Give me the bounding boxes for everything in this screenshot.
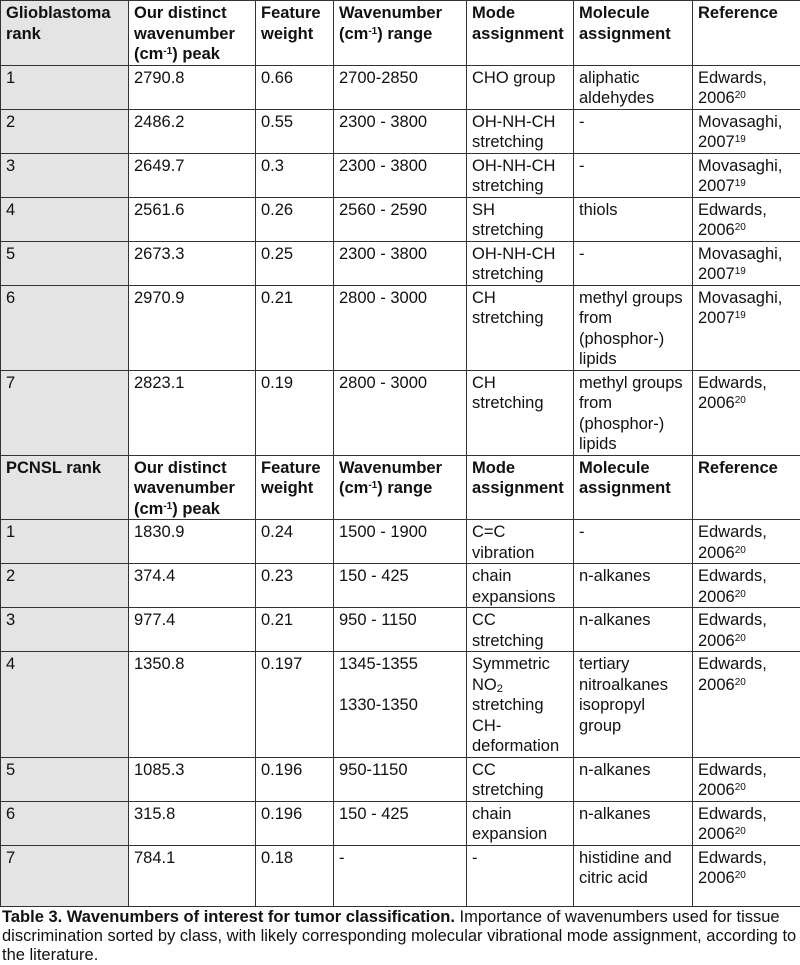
rank-cell	[1, 197, 129, 241]
peak-cell	[129, 241, 256, 285]
range-cell	[334, 608, 467, 652]
range-cell	[334, 65, 467, 109]
unit: (cm	[339, 479, 368, 497]
ref-sup: 20	[735, 545, 746, 556]
peak-cell	[129, 370, 256, 455]
header-rank-label: Glioblastoma rank	[6, 4, 111, 43]
mode-cell	[467, 197, 574, 241]
peak-value: 374.4	[134, 567, 175, 585]
ref-sup: 20	[735, 633, 746, 644]
mode-value: chain expansions	[472, 567, 555, 606]
reference-cell	[693, 197, 800, 241]
ref-sup: 20	[735, 870, 746, 881]
molecule-cell	[574, 109, 693, 153]
weight-cell	[256, 801, 334, 845]
rank-value: 3	[6, 611, 15, 629]
rank-value: 3	[6, 157, 15, 175]
rank-value: 4	[6, 655, 15, 673]
weight-value: 0.19	[261, 374, 293, 392]
mode-cell	[467, 520, 574, 564]
mode-value: Symmetric NO	[472, 655, 550, 694]
header-mode	[467, 1, 574, 66]
ref-year: 2006	[698, 676, 735, 694]
caption-title: Table 3. Wavenumbers of interest for tumor classification.	[2, 908, 455, 926]
range-value: 2300 - 3800	[339, 157, 427, 175]
peak-value: 315.8	[134, 805, 175, 823]
reference-cell	[693, 285, 800, 370]
unit-tail: ) range	[377, 25, 432, 43]
mode-cell	[467, 241, 574, 285]
mode-value: CH stretching	[472, 289, 544, 328]
unit: (cm	[339, 25, 368, 43]
peak-value: 1085.3	[134, 761, 184, 779]
molecule-value: tertiary nitroalkanes isopropyl group	[579, 655, 668, 735]
peak-cell	[129, 520, 256, 564]
header-mode-label: Mode assignment	[472, 4, 564, 43]
ref-author: Movasaghi,	[698, 113, 782, 131]
range-value: 2800 - 3000	[339, 374, 427, 392]
molecule-value: n-alkanes	[579, 805, 651, 823]
range-value: 2800 - 3000	[339, 289, 427, 307]
molecule-cell	[574, 652, 693, 758]
range-value: 2300 - 3800	[339, 245, 427, 263]
unit-sup: -1	[368, 480, 377, 491]
table-row	[1, 845, 800, 906]
ref-sup: 20	[735, 826, 746, 837]
rank-value: 2	[6, 113, 15, 131]
range-cell	[334, 564, 467, 608]
mode-value: OH-NH-CH stretching	[472, 245, 555, 284]
range-cell	[334, 241, 467, 285]
peak-value: 1350.8	[134, 655, 184, 673]
ref-author: Movasaghi,	[698, 157, 782, 175]
rank-value: 7	[6, 849, 15, 867]
rank-value: 4	[6, 201, 15, 219]
range-cell	[334, 845, 467, 906]
ref-sup: 20	[735, 90, 746, 101]
table-row	[1, 564, 800, 608]
table-row	[1, 285, 800, 370]
reference-cell	[693, 153, 800, 197]
table-row	[1, 241, 800, 285]
molecule-value: n-alkanes	[579, 761, 651, 779]
header-weight-label: Feature weight	[261, 4, 321, 43]
mode-cell	[467, 845, 574, 906]
ref-sup: 19	[735, 134, 746, 145]
peak-cell	[129, 197, 256, 241]
ref-sup: 20	[735, 782, 746, 793]
mode-value: SH stretching	[472, 201, 544, 240]
reference-cell	[693, 564, 800, 608]
range-value: 950-1150	[339, 761, 408, 779]
mode-cell	[467, 757, 574, 801]
ref-author: Edwards,	[698, 567, 767, 585]
mode-value: -	[472, 849, 478, 867]
rank-cell	[1, 845, 129, 906]
rank-cell	[1, 153, 129, 197]
weight-cell	[256, 564, 334, 608]
mode-value: CH stretching	[472, 374, 544, 413]
ref-year: 2006	[698, 588, 735, 606]
weight-cell	[256, 197, 334, 241]
range-cell	[334, 109, 467, 153]
mode-value: CC stretching	[472, 761, 544, 800]
table-row	[1, 65, 800, 109]
weight-value: 0.196	[261, 805, 302, 823]
molecule-cell	[574, 757, 693, 801]
unit-sup: -1	[163, 46, 172, 57]
ref-author: Edwards,	[698, 69, 767, 87]
rank-value: 6	[6, 805, 15, 823]
header-mode	[467, 455, 574, 520]
header-reference-label: Reference	[698, 4, 778, 22]
header-reference-label: Reference	[698, 459, 778, 477]
peak-cell	[129, 845, 256, 906]
molecule-value: thiols	[579, 201, 618, 219]
ref-year: 2007	[698, 177, 735, 195]
weight-cell	[256, 241, 334, 285]
ref-author: Edwards,	[698, 655, 767, 673]
weight-cell	[256, 652, 334, 758]
weight-cell	[256, 65, 334, 109]
unit: (cm	[134, 500, 163, 518]
molecule-cell	[574, 197, 693, 241]
table-row	[1, 153, 800, 197]
unit-sup: -1	[163, 501, 172, 512]
mode-tail: stretching CH-deformation	[472, 696, 559, 755]
weight-cell	[256, 370, 334, 455]
molecule-cell	[574, 241, 693, 285]
range-value: 150 - 425	[339, 805, 409, 823]
molecule-value: -	[579, 113, 585, 131]
ref-author: Edwards,	[698, 805, 767, 823]
rank-value: 6	[6, 289, 15, 307]
table-row	[1, 520, 800, 564]
peak-value: 2486.2	[134, 113, 184, 131]
rank-cell	[1, 241, 129, 285]
header-range-label: Wavenumber	[339, 4, 442, 22]
table-row	[1, 608, 800, 652]
header-row	[1, 1, 800, 66]
peak-cell	[129, 65, 256, 109]
weight-cell	[256, 520, 334, 564]
mode-value: CHO group	[472, 69, 555, 87]
molecule-cell	[574, 608, 693, 652]
mode-cell	[467, 564, 574, 608]
molecule-value: methyl groups from (phosphor-) lipids	[579, 374, 683, 454]
rank-cell	[1, 652, 129, 758]
peak-value: 1830.9	[134, 523, 184, 541]
range-cell	[334, 370, 467, 455]
reference-cell	[693, 241, 800, 285]
ref-year: 2007	[698, 133, 735, 151]
header-rank	[1, 455, 129, 520]
peak-value: 977.4	[134, 611, 175, 629]
weight-cell	[256, 285, 334, 370]
table-row	[1, 652, 800, 758]
peak-cell	[129, 757, 256, 801]
weight-cell	[256, 153, 334, 197]
mode-value: C=C vibration	[472, 523, 534, 562]
ref-author: Edwards,	[698, 611, 767, 629]
table-caption	[0, 907, 800, 965]
peak-value: 784.1	[134, 849, 175, 867]
range-value: 2560 - 2590	[339, 201, 427, 219]
rank-cell	[1, 65, 129, 109]
rank-cell	[1, 109, 129, 153]
header-weight	[256, 455, 334, 520]
weight-cell	[256, 757, 334, 801]
reference-cell	[693, 652, 800, 758]
rank-value: 2	[6, 567, 15, 585]
ref-year: 2006	[698, 394, 735, 412]
header-molecule-label: Molecule assignment	[579, 459, 671, 498]
header-peak-label: Our distinct wavenumber	[134, 459, 235, 498]
mode-cell	[467, 652, 574, 758]
peak-cell	[129, 801, 256, 845]
ref-sup: 19	[735, 310, 746, 321]
reference-cell	[693, 801, 800, 845]
range-value: 2300 - 3800	[339, 113, 427, 131]
table-row	[1, 197, 800, 241]
molecule-cell	[574, 801, 693, 845]
mode-cell	[467, 65, 574, 109]
rank-cell	[1, 520, 129, 564]
rank-cell	[1, 285, 129, 370]
reference-cell	[693, 757, 800, 801]
weight-cell	[256, 608, 334, 652]
header-weight	[256, 1, 334, 66]
ref-sup: 20	[735, 589, 746, 600]
molecule-value: n-alkanes	[579, 611, 651, 629]
ref-author: Edwards,	[698, 849, 767, 867]
reference-cell	[693, 520, 800, 564]
header-molecule	[574, 455, 693, 520]
weight-value: 0.3	[261, 157, 284, 175]
mode-cell	[467, 608, 574, 652]
weight-value: 0.24	[261, 523, 293, 541]
molecule-value: aliphatic aldehydes	[579, 69, 654, 108]
rank-value: 5	[6, 761, 15, 779]
ref-sup: 20	[735, 677, 746, 688]
molecule-cell	[574, 370, 693, 455]
range-cell	[334, 757, 467, 801]
header-peak	[129, 1, 256, 66]
range-cell	[334, 197, 467, 241]
unit-sup: -1	[368, 26, 377, 37]
mode-cell	[467, 109, 574, 153]
header-range-label: Wavenumber	[339, 459, 442, 477]
rank-value: 1	[6, 69, 15, 87]
table-row	[1, 109, 800, 153]
weight-value: 0.196	[261, 761, 302, 779]
molecule-cell	[574, 520, 693, 564]
range-cell	[334, 652, 467, 758]
ref-author: Movasaghi,	[698, 245, 782, 263]
range-value: 150 - 425	[339, 567, 409, 585]
header-rank-label: PCNSL rank	[6, 459, 101, 477]
peak-cell	[129, 652, 256, 758]
molecule-cell	[574, 153, 693, 197]
molecule-cell	[574, 285, 693, 370]
molecule-cell	[574, 65, 693, 109]
rank-cell	[1, 564, 129, 608]
peak-value: 2823.1	[134, 374, 184, 392]
rank-cell	[1, 370, 129, 455]
molecule-value: n-alkanes	[579, 567, 651, 585]
ref-year: 2006	[698, 781, 735, 799]
rank-cell	[1, 757, 129, 801]
rank-cell	[1, 608, 129, 652]
range-value: 950 - 1150	[339, 611, 417, 629]
reference-cell	[693, 109, 800, 153]
mode-cell	[467, 285, 574, 370]
unit: (cm	[134, 45, 163, 63]
weight-value: 0.25	[261, 245, 293, 263]
ref-year: 2006	[698, 632, 735, 650]
ref-sup: 19	[735, 266, 746, 277]
molecule-cell	[574, 845, 693, 906]
header-range	[334, 455, 467, 520]
ref-year: 2006	[698, 825, 735, 843]
range-cell	[334, 285, 467, 370]
range-value: 1500 - 1900	[339, 523, 427, 541]
peak-value: 2970.9	[134, 289, 184, 307]
rank-value: 5	[6, 245, 15, 263]
header-reference	[693, 1, 800, 66]
rank-value: 7	[6, 374, 15, 392]
mode-value: OH-NH-CH stretching	[472, 113, 555, 152]
peak-value: 2673.3	[134, 245, 184, 263]
weight-value: 0.197	[261, 655, 302, 673]
mode-value: OH-NH-CH stretching	[472, 157, 555, 196]
header-range	[334, 1, 467, 66]
molecule-value: -	[579, 157, 585, 175]
weight-value: 0.18	[261, 849, 293, 867]
ref-sup: 19	[735, 178, 746, 189]
weight-value: 0.21	[261, 289, 293, 307]
weight-value: 0.23	[261, 567, 293, 585]
ref-author: Edwards,	[698, 201, 767, 219]
reference-cell	[693, 370, 800, 455]
header-molecule-label: Molecule assignment	[579, 4, 671, 43]
molecule-value: -	[579, 245, 585, 263]
molecule-value: histidine and citric acid	[579, 849, 672, 888]
peak-value: 2561.6	[134, 201, 184, 219]
weight-value: 0.21	[261, 611, 293, 629]
ref-year: 2006	[698, 221, 735, 239]
unit-tail: ) peak	[172, 500, 220, 518]
ref-author: Edwards,	[698, 523, 767, 541]
ref-year: 2006	[698, 89, 735, 107]
ref-year: 2006	[698, 869, 735, 887]
ref-sup: 20	[735, 222, 746, 233]
header-weight-label: Feature weight	[261, 459, 321, 498]
range-value: -	[339, 849, 345, 867]
range-cell	[334, 801, 467, 845]
reference-cell	[693, 845, 800, 906]
ref-year: 2007	[698, 265, 735, 283]
reference-cell	[693, 65, 800, 109]
ref-author: Edwards,	[698, 761, 767, 779]
weight-value: 0.55	[261, 113, 293, 131]
mode-value: CC stretching	[472, 611, 544, 650]
weight-cell	[256, 109, 334, 153]
header-peak	[129, 455, 256, 520]
ref-author: Movasaghi,	[698, 289, 782, 307]
molecule-cell	[574, 564, 693, 608]
header-reference	[693, 455, 800, 520]
ref-year: 2006	[698, 544, 735, 562]
ref-sup: 20	[735, 395, 746, 406]
mode-value: chain expansion	[472, 805, 547, 844]
rank-cell	[1, 801, 129, 845]
header-molecule	[574, 1, 693, 66]
mode-sub: 2	[497, 683, 503, 695]
weight-value: 0.66	[261, 69, 293, 87]
range-value: 2700-2850	[339, 69, 418, 87]
header-row	[1, 455, 800, 520]
peak-cell	[129, 153, 256, 197]
mode-cell	[467, 801, 574, 845]
molecule-value: methyl groups from (phosphor-) lipids	[579, 289, 683, 369]
header-peak-label: Our distinct wavenumber	[134, 4, 235, 43]
unit-tail: ) peak	[172, 45, 220, 63]
mode-cell	[467, 153, 574, 197]
range-cell	[334, 520, 467, 564]
peak-value: 2649.7	[134, 157, 184, 175]
peak-cell	[129, 285, 256, 370]
caption-text: Importance of wavenumbers used for tissue discrimination sorted by class, with likely corresponding molecular vibrational mode assignment, according to the literature.	[2, 908, 796, 964]
range-value: 1345-1355	[339, 655, 418, 673]
peak-cell	[129, 564, 256, 608]
header-mode-label: Mode assignment	[472, 459, 564, 498]
ref-year: 2007	[698, 309, 735, 327]
header-rank	[1, 1, 129, 66]
ref-author: Edwards,	[698, 374, 767, 392]
table-row	[1, 370, 800, 455]
range-value-2: 1330-1350	[339, 696, 418, 714]
range-cell	[334, 153, 467, 197]
reference-cell	[693, 608, 800, 652]
unit-tail: ) range	[377, 479, 432, 497]
mode-cell	[467, 370, 574, 455]
peak-cell	[129, 109, 256, 153]
table-row	[1, 757, 800, 801]
table-row	[1, 801, 800, 845]
weight-cell	[256, 845, 334, 906]
peak-cell	[129, 608, 256, 652]
rank-value: 1	[6, 523, 15, 541]
molecule-value: -	[579, 523, 585, 541]
weight-value: 0.26	[261, 201, 293, 219]
peak-value: 2790.8	[134, 69, 184, 87]
